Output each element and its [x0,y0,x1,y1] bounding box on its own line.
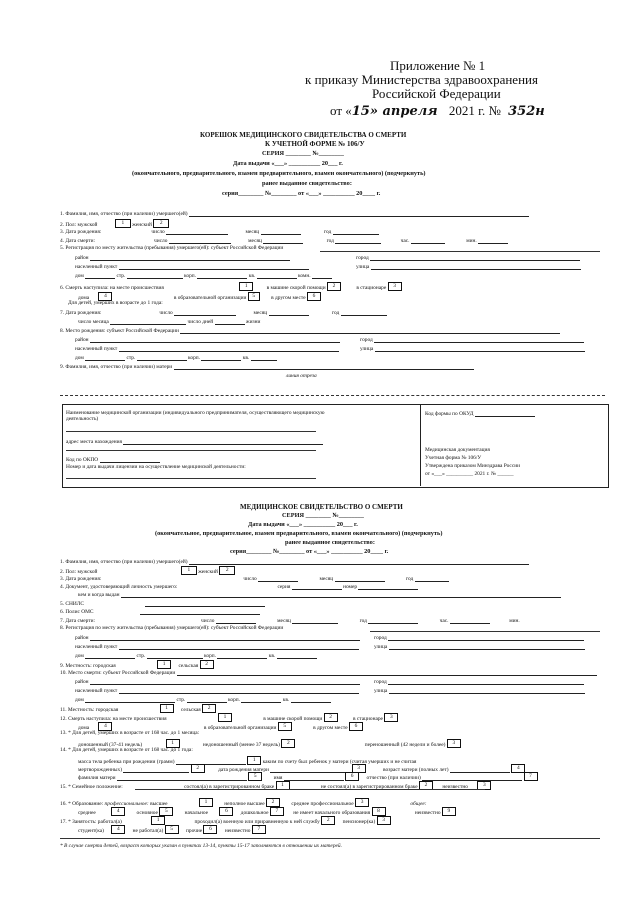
stub-series: СЕРИЯ ________ №________ [262,150,344,157]
org-license: Номер и дата выдачи лицензии на осуществление медицинской деятельности: [66,464,246,470]
cert-registration: 8. Регистрация по месту жительства (пребывания) умершего(ей): субъект Российской Федерации [60,625,284,631]
stub-death-date: 4. Дата смерти: число месяц год час. мин. [60,237,508,244]
cert-snils: 5. СНИЛС [60,600,265,607]
appendix-line3: Российской Федерации [372,86,501,101]
doc-line4: от «___» __________ 2021 г. № ______ [425,471,514,477]
cert-dp-address: дом стр. корп. кв. [75,696,331,703]
stub-prev: ранее выданное свидетельство: [262,180,352,187]
date-prefix: от « [330,103,352,118]
cert-reg-street: улица [374,643,585,650]
cert-dp-street: улица [374,687,585,694]
date-year: 2021 г. № [448,103,501,118]
cert-employment-2: студент(ка) 4 не работал(а) 5 прочие 6 неизвестно 7 [78,825,266,834]
org-okpo: Код по ОКПО [66,456,160,463]
stub-birth-date: 3. Дата рождения: число месяц год [60,228,379,235]
cert-birth-order: мертворожденных) 2 дата рождения матери 3 возраст матери (полных лет) 4 [78,764,525,773]
stub-sex: 2. Пол: мужской 1 женский 2 [60,219,169,228]
cert-prev-series: серия________ №________ от «___» __________ 20____ г. [230,548,389,555]
cert-employment: 17. * Занятость: работал(а) 1 проходил(а) военную или приравненную к ней службу 2 пенсионер(ка) 3 [60,816,391,825]
doc-line3: Утверждена приказом Минздрава России [425,463,520,469]
stub-bp-street: улица [360,345,585,352]
cert-fio: 1. Фамилия, имя, отчество (при наличии) умершего(ей) [60,558,529,565]
appendix-line2: к приказу Министерства здравоохранения [305,72,538,87]
cert-infant-header: 14. * Для детей, умерших в возрасте от 168 час. до 1 года: [60,747,193,753]
stub-death-place: 6. Смерть наступила: на месте происшествия 1 в машине скорой помощи 2 в стационаре 3 [60,282,402,291]
cert-reg-region: район [75,634,360,641]
stub-fio: 1. Фамилия, имя, отчество (при наличии) умершего(ей) [60,210,529,217]
stub-bp-settlement: населенный пункт [75,345,339,352]
stub-mother: 9. Фамилия, имя, отчество (при наличии) матери [60,363,474,370]
handwritten-month: » апреля [369,104,438,119]
stub-child-birth: 7. Дата рождения: число месяц год [60,309,387,316]
cert-series: СЕРИЯ ________ №________ [282,512,364,519]
footnote: * В случае смерти детей, возраст которых указан в пунктах 13-14, пункты 15-17 заполняются в отношении их матерей. [60,843,342,849]
stub-title-form: К УЧЕТНОЙ ФОРМЕ № 106/У [265,140,365,148]
stub-settlement: населенный пункт [75,263,309,270]
cert-locality-2: 11. Местность: городская 1 сельская 2 [60,704,216,713]
handwritten-order-no: 352н [508,104,545,119]
cert-weight: масса тела ребенка при рождении (грамм) 1 каким по счету был ребенок у матери (считая умерших и не считая [78,757,417,765]
cut-line-label: линия отреза [286,373,317,379]
stub-title: КОРЕШОК МЕДИЦИНСКОГО СВИДЕТЕЛЬСТВА О СМЕРТИ [200,131,407,139]
stub-kind: (окончательного, предварительного, взамен предварительного, взамен окончательного) (подчеркнуть) [132,170,426,177]
cert-death-where: 12. Смерть наступила: на месте происшествия 1 в машине скорой помощи 2 в стационаре 3 [60,713,398,722]
appendix-line1: Приложение № 1 [390,58,486,73]
appendix-date [330,103,545,119]
handwritten-day: 15 [351,104,370,119]
cert-doc: 4. Документ, удостоверяющий личность умершего: серия номер [60,583,418,590]
cert-issuer: кем и когда выдан [78,591,561,598]
stub-death-place-2: дома 4 в образовательной организации 5 в другом месте 6 [78,292,321,301]
cert-dp-city: город [374,678,584,685]
stub-street: улица [356,263,581,270]
cert-death-date: 7. Дата смерти: число месяц год час. мин. [60,618,520,624]
cert-kind: (окончательное, предварительное, взамен предварительного, взамен окончательного) (подчеркнуть) [155,530,443,537]
stub-city: город [356,254,580,261]
stub-child-age: число месяца число дней жизни [78,319,261,325]
org-address: адрес места нахождения [66,438,323,445]
stub-bp-region: район [75,336,340,343]
cert-death-where-2: дома 4 в образовательной организации 5 в другом месте 6 [78,722,363,731]
doc-line2: Учетная форма № 106/У [425,455,482,461]
cert-mother-name: фамилия матери 5 имя 6 отчество (при наличии) 7 [78,772,538,781]
okud-code: Код формы по ОКУД [425,410,535,417]
stub-issue-date: Дата выдачи «___» __________ 20___ г. [233,160,343,167]
cert-issue-date: Дата выдачи «___» __________ 20___ г. [248,521,358,528]
stub-bp-city: город [360,336,584,343]
cert-education: 16. * Образование: профессиональное: высшее 1 неполное высшее 2 среднее профессиональное 3 общее: [60,799,427,807]
stub-address-line: дом стр. корп. кв. комн. [75,272,332,279]
cert-reg-city: город [374,634,584,641]
cert-oms: 6. Полис ОМС [60,608,260,615]
stub-registration: 5. Регистрация по месту жительства (пребывания) умершего(ей): субъект Российской Федерации [60,245,284,251]
stub-birth-place: 8. Место рождения: субъект Российской Федерации [60,327,560,334]
cert-education-2: среднее 4 основное 5 начальное 6 дошкольное 7 не имеет начального образования 8 неизвестно 9 [78,807,456,816]
cert-prev: ранее выданное свидетельство: [285,539,375,546]
cert-reg-address: дом стр. корп. кв. [75,652,317,659]
stub-region: район [75,254,290,261]
cert-reg-settlement: населенный пункт [75,643,359,650]
cert-sex: 2. Пол: мужской 1 женский 2 [60,566,235,575]
cert-term: доношенный (37-41 недель) 1 недоношенный (менее 37 недель) 2 переношенный (42 недели и более) 3 [78,739,461,748]
cert-birth-date: 3. Дата рождения: число месяц год [60,575,449,582]
stub-prev-series: серия________ №________ от «___» __________ 20____ г. [222,190,381,197]
cert-newborn-header: 13. * Для детей, умерших в возрасте от 168 час. до 1 месяца: [60,730,200,736]
cert-death-place: 10. Место смерти: субъект Российской Федерации [60,669,597,676]
cert-locality: 9. Местность: городская 1 сельская 2 [60,660,214,669]
cert-title: МЕДИЦИНСКОЕ СВИДЕТЕЛЬСТВО О СМЕРТИ [240,503,403,511]
cut-line [60,395,605,396]
doc-line1: Медицинская документация [425,447,490,453]
cert-marital: 15. * Семейное положение: состоял(а) в зарегистрированном браке 1 не состоял(а) в зарегистрированном браке 2 неизвестно 3 [60,781,491,790]
cert-dp-settlement: населенный пункт [75,687,359,694]
org-name: Наименование медицинской организации (индивидуального предпринимателя, осуществляющего медицинскую деятельность) [66,410,325,422]
stub-bp-address: дом стр. корп. кв. [75,354,277,361]
cert-dp-region: район [75,678,360,685]
stub-child-header: Для детей, умерших в возрасте до 1 года: [68,300,163,306]
